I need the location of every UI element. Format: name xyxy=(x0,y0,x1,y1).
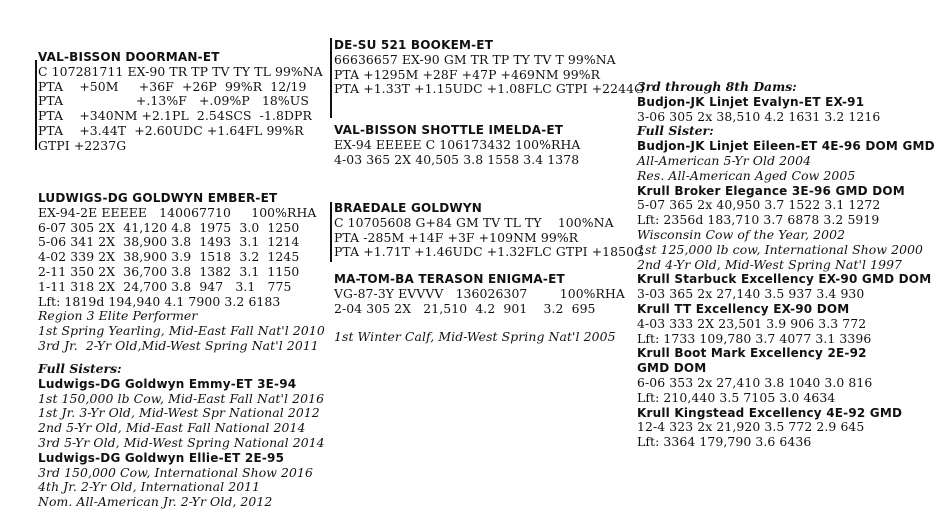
sires-sire-line: 66636657 EX-90 GM TR TP TY TV T 99%NA xyxy=(334,51,616,67)
ds-bracket-line xyxy=(330,202,332,262)
sire-line: PTA +340NM +2.1PL 2.54SCS -1.8DPR xyxy=(38,108,312,124)
sister-name: Ludwigs-DG Goldwyn Ellie-ET 2E-95 xyxy=(38,450,285,465)
dam8-name: Krull Kingstead Excellency 4E-92 GMD xyxy=(637,405,903,420)
sister-name: Ludwigs-DG Goldwyn Emmy-ET 3E-94 xyxy=(38,376,297,391)
sire-block xyxy=(38,50,323,154)
dam3-name: Budjon-JK Linjet Evalyn-ET EX-91 xyxy=(637,94,865,109)
dam4-note: 2nd 4-Yr Old, Mid-West Spring Nat'l 1997 xyxy=(637,256,903,272)
sires-sire-block xyxy=(334,38,644,97)
sires-sire-line: PTA +1295M +28F +47P +469NM 99%R xyxy=(334,66,601,82)
dams-heading: 3rd through 8th Dams: xyxy=(637,79,797,94)
dams-dam-line: 2-04 305 2X 21,510 4.2 901 3.2 695 xyxy=(334,300,596,316)
sister-note: 1st 150,000 lb Cow, Mid-East Fall Nat'l 2016 xyxy=(38,390,325,406)
sire-line: PTA +50M +36F +26P 99%R 12/19 xyxy=(38,78,307,94)
dam7-line: 6-06 353 2x 27,410 3.8 1040 3.0 816 xyxy=(637,374,873,390)
dam-honor: 1st Spring Yearling, Mid-East Fall Nat'l 2010 xyxy=(38,323,325,339)
full-sisters-block xyxy=(38,362,325,510)
dam4-note: Wisconsin Cow of the Year, 2002 xyxy=(637,226,846,242)
full-sister-note: All-American 5-Yr Old 2004 xyxy=(637,152,812,168)
sister-note: 1st Jr. 3-Yr Old, Mid-West Spr National 2012 xyxy=(38,405,320,421)
dam7-line: Lft: 210,440 3.5 7105 3.0 4634 xyxy=(637,389,836,405)
sister-note: 2nd 5-Yr Old, Mid-East Fall National 2014 xyxy=(38,420,306,436)
sire-bracket-line xyxy=(35,60,37,150)
sire-line: GTPI +2237G xyxy=(38,137,127,153)
dam7-name-cont: GMD DOM xyxy=(637,361,707,376)
full-sister-name: Budjon-JK Linjet Eileen-ET 4E-96 DOM GMD xyxy=(637,139,935,154)
dam-line: Lft: 1819d 194,940 4.1 7900 3.2 6183 xyxy=(38,293,281,309)
dams-dam-block xyxy=(334,272,625,316)
maternal-line-block xyxy=(637,80,935,450)
full-sisters-heading: Full Sisters: xyxy=(38,361,122,376)
sires-dam-line: 4-03 365 2X 40,505 3.8 1558 3.4 1378 xyxy=(334,151,580,167)
sires-dam-block xyxy=(334,123,580,167)
dam-line: EX-94-2E EEEEE 140067710 100%RHA xyxy=(38,204,317,220)
dams-sire-name: BRAEDALE GOLDWYN xyxy=(334,201,482,215)
dams-dam-name: MA-TOM-BA TERASON ENIGMA-ET xyxy=(334,272,565,286)
dam-line: 1-11 318 2X 24,700 3.8 947 3.1 775 xyxy=(38,278,292,294)
dam4-name: Krull Broker Elegance 3E-96 GMD DOM xyxy=(637,183,905,198)
dam-block xyxy=(38,191,325,354)
sister-note: 3rd 150,000 Cow, International Show 2016 xyxy=(38,464,313,480)
dams-dam-honor: 1st Winter Calf, Mid-West Spring Nat'l 2005 xyxy=(334,329,616,344)
dam-honor: Region 3 Elite Performer xyxy=(38,308,198,324)
full-sister-note: Res. All-American Aged Cow 2005 xyxy=(637,167,856,183)
sister-note: 4th Jr. 2-Yr Old, International 2011 xyxy=(38,479,261,495)
sires-dam-line: EX-94 EEEEE C 106173432 100%RHA xyxy=(334,136,581,152)
dam8-line: Lft: 3364 179,790 3.6 6436 xyxy=(637,434,812,450)
dam-line: 2-11 350 2X 36,700 3.8 1382 3.1 1150 xyxy=(38,263,300,279)
dam4-note: 1st 125,000 lb cow, International Show 2000 xyxy=(637,241,924,257)
dam-honor: 3rd Jr. 2-Yr Old,Mid-West Spring Nat'l 2011 xyxy=(38,337,319,353)
dam7-name: Krull Boot Mark Excellency 2E-92 xyxy=(637,346,867,361)
sister-note: Nom. All-American Jr. 2-Yr Old, 2012 xyxy=(38,494,273,510)
dams-sire-block xyxy=(334,201,644,260)
dam6-line: Lft: 1733 109,780 3.7 4077 3.1 3396 xyxy=(637,330,872,346)
sire-line: C 107281711 EX-90 TR TP TV TY TL 99%NA xyxy=(38,63,323,79)
dam5-line: 3-03 365 2x 27,140 3.5 937 3.4 930 xyxy=(637,286,865,302)
dams-sire-line: PTA -285M +14F +3F +109NM 99%R xyxy=(334,229,579,245)
dam-line: 5-06 341 2X 38,900 3.8 1493 3.1 1214 xyxy=(38,234,300,250)
sire-name: VAL-BISSON DOORMAN-ET xyxy=(38,50,220,64)
dams-sire-line: PTA +1.71T +1.46UDC +1.32FLC GTPI +1850G xyxy=(334,244,645,260)
sires-sire-line: PTA +1.33T +1.15UDC +1.08FLC GTPI +2244G xyxy=(334,81,645,97)
dam4-line: Lft: 2356d 183,710 3.7 6878 3.2 5919 xyxy=(637,212,880,228)
full-sister-heading: Full Sister: xyxy=(637,123,714,139)
dam-line: 6-07 305 2X 41,120 4.8 1975 3.0 1250 xyxy=(38,219,300,235)
dam5-name: Krull Starbuck Excellency EX-90 GMD DOM xyxy=(637,272,932,287)
sister-note: 3rd 5-Yr Old, Mid-West Spring National 2014 xyxy=(38,434,325,450)
dam6-line: 4-03 333 2X 23,501 3.9 906 3.3 772 xyxy=(637,315,867,331)
dams-dam-line: VG-87-3Y EVVVV 136026307 100%RHA xyxy=(334,285,625,301)
ss-bracket-line xyxy=(330,38,332,118)
dam6-name: Krull TT Excellency EX-90 DOM xyxy=(637,301,850,316)
dam-line: 4-02 339 2X 38,900 3.9 1518 3.2 1245 xyxy=(38,249,300,265)
dam3-line: 3-06 305 2x 38,510 4.2 1631 3.2 1216 xyxy=(637,108,881,124)
dam4-line: 5-07 365 2x 40,950 3.7 1522 3.1 1272 xyxy=(637,197,881,213)
sire-line: PTA +3.44T +2.60UDC +1.64FL 99%R xyxy=(38,122,304,138)
sires-dam-name: VAL-BISSON SHOTTLE IMELDA-ET xyxy=(334,123,564,137)
sire-line: PTA +.13%F +.09%P 18%US xyxy=(38,93,309,109)
dams-sire-line: C 10705608 G+84 GM TV TL TY 100%NA xyxy=(334,214,614,230)
dam-name: LUDWIGS-DG GOLDWYN EMBER-ET xyxy=(38,191,278,205)
sires-sire-name: DE-SU 521 BOOKEM-ET xyxy=(334,38,494,52)
dam8-line: 12-4 323 2x 21,920 3.5 772 2.9 645 xyxy=(637,419,865,435)
